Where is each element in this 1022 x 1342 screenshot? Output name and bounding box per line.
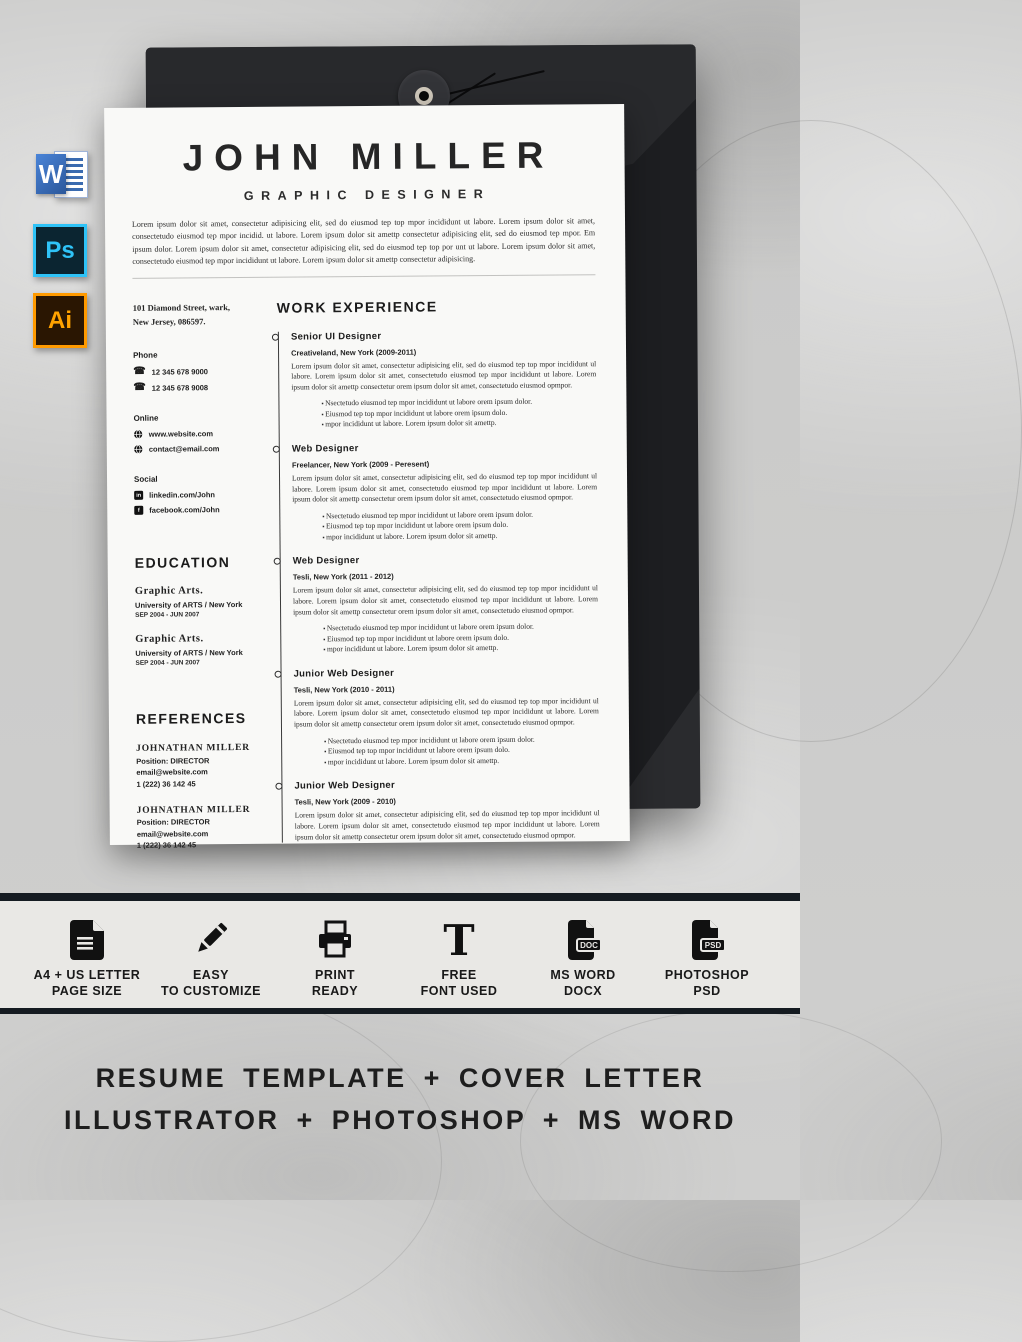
timeline-dot [273,446,280,453]
job-bullet-list [325,846,600,848]
education-list [135,585,264,667]
address [133,299,261,330]
social-list [134,490,262,515]
strip-bottom-bar [0,1008,800,1014]
address-line: New Jersey, 086597. [133,314,261,330]
feature-customize [152,901,270,1008]
job-bullet: ▪ Nsectetudo eiusmod tep mpor incididunt ut labore orem ipsum dolor. [323,622,598,635]
phone-section-label: Phone [133,350,261,360]
job-entry [294,778,599,842]
psd-file-icon [648,914,766,960]
job-description: Lorem ipsum dolor sit amet, consectetur adipisicing elit, sed do eiusmod tep top mpor incididunt ul labore. Lorem ipsum dolor sit amet, consectetudo eiusmod tep mpor incididunt ut labore. Lorem ipsum dolor sit amettp consectetur orem ipsum dolor sit amet, consectetudo eiusmod opmpor. [295,808,600,842]
job-bullet: ▪ Nsectetudo eiusmod tep mpor incididunt ut labore orem ipsum dolor. [324,734,599,747]
job-company-dates: Tesli, New York (2010 - 2011) [294,683,599,694]
phone-row [133,382,261,393]
education-school: University of ARTS / New York [135,600,263,610]
job-bullet-list [321,397,596,431]
feature-label: PHOTOSHOP PSD [648,967,766,1000]
phone-icon: ☎ [133,383,146,393]
reference-name: JOHNATHAN MILLER [137,805,265,816]
resume-summary: Lorem ipsum dolor sit amet, consectetur adipisicing elit, sed do eiusmod tep top mpor incididunt ut labore. Lorem ipsum dolor sit amet, consectetudo eiusmod tep mpor incidid. ut labore. Lorem ipsum dolor sit amettp consectetur adipisicing elit, sed do eiusmod tep mpor. Em ipsum dolor. Lorem ipsum dolor sit amet, consectetur adipisicing elit, sed do eiusmod tep top por unt ut labore. Lorem ipsum dolor sit amet, consectetudo eiusmod tep mpor incididunt ut labore. Lorem ipsum dolor sit amettp consectetur adipisicing. [132,215,595,268]
references-title: REFERENCES [136,710,264,727]
ms-word-app-icon [36,151,88,198]
online-section-label: Online [134,413,262,423]
feature-label: MS WORD DOCX [524,967,642,1000]
social-text: facebook.com/John [149,505,220,515]
resume-name: JOHN MILLER [131,134,594,180]
phone-number: 12 345 678 9000 [152,367,208,376]
job-company-dates: Creativeland, New York (2009-2011) [291,346,596,357]
job-bullet: ▪ Nsectetudo eiusmod tep mpor incididunt ut labore orem ipsum dolor. [322,509,597,522]
education-title: EDUCATION [135,554,263,571]
online-row [134,429,262,439]
job-title: Senior UI Designer [291,329,596,342]
education-entry [135,633,263,667]
social-text: linkedin.com/John [149,491,215,501]
job-title: Web Designer [292,441,597,454]
timeline-dot [275,671,282,678]
job-title: Junior Web Designer [294,666,599,679]
job-bullet: ▪ mpor incididunt ut labore. Lorem ipsum dolor sit amettp. [324,755,599,768]
work-experience-title: WORK EXPERIENCE [277,297,596,316]
job-bullet: ▪ Eiusmod tep top mpor incididunt ut labore orem ipsum dolo. [321,407,596,420]
education-entry [135,585,263,619]
job-company-dates: Tesli, New York (2011 - 2012) [293,571,598,582]
reference-phone: 1 (222) 36 142 45 [137,840,265,850]
pencil-icon [152,914,270,960]
reference-phone: 1 (222) 36 142 45 [136,779,264,789]
timeline-dot [275,783,282,790]
feature-label: FREE FONT USED [400,967,518,1000]
job-description: Lorem ipsum dolor sit amet, consectetur adipisicing elit, sed do eiusmod tep top mpor incididunt ul labore. Lorem ipsum dolor sit amet, consectetudo eiusmod tep mpor incididunt ut labore. Lorem ipsum dolor sit amettp consectetur orem ipsum dolor sit amet, consectetudo eiusmod opmpor. [293,584,598,618]
feature-label: PRINT READY [276,967,394,1000]
svg-text:PSD: PSD [705,941,722,950]
feature-print [276,901,394,1008]
education-degree: Graphic Arts. [135,585,263,597]
reference-position: Position: DIRECTOR [137,817,265,827]
job-bullet-list [324,734,599,768]
feature-photoshop [648,901,766,1008]
reference-entry [136,743,264,789]
work-experience-list [278,329,600,843]
education-dates: SEP 2004 - JUN 2007 [135,611,263,619]
address-line: 101 Diamond Street, wark, [133,299,261,315]
resume-right-column [277,297,600,856]
job-bullet: ▪ Eiusmod tep top mpor incididunt ut labore orem ipsum dolo. [324,744,599,757]
social-row [134,505,262,515]
job-company-dates: Tesli, New York (2009 - 2010) [295,795,600,806]
job-bullet: ▪ mpor incididunt ut labore. Lorem ipsum dolor sit amettp. [322,530,597,543]
job-entry [294,666,600,768]
job-entry [292,441,598,543]
job-bullet-list [323,622,598,656]
phone-list [133,366,261,393]
feature-strip [0,893,800,1014]
social-network-icon: in [134,491,143,500]
education-degree: Graphic Arts. [135,633,263,645]
job-bullet: ▪ mpor incididunt ut labore. Lorem ipsum dolor sit amettp. [322,418,597,431]
job-title: Web Designer [293,554,598,567]
resume-left-column [133,299,265,857]
education-dates: SEP 2004 - JUN 2007 [135,659,263,667]
doc-file-icon [524,914,642,960]
reference-position: Position: DIRECTOR [136,756,264,766]
job-company-dates: Freelancer, New York (2009 - Peresent) [292,458,597,469]
timeline-dot [272,333,279,340]
job-description: Lorem ipsum dolor sit amet, consectetur adipisicing elit, sed do eiusmod tep top mpor incididunt ul labore. Lorem ipsum dolor sit amet, consectetudo eiusmod tep mpor incididunt ut labore. Lorem ipsum dolor sit amettp consectetur orem ipsum dolor sit amet, consectetudo eiusmod opmpor. [294,696,599,730]
reference-entry [137,805,265,851]
education-school: University of ARTS / New York [135,648,263,658]
feature-msword [524,901,642,1008]
reference-email: email@website.com [137,829,265,839]
online-list [134,429,262,454]
job-entry [293,554,599,656]
online-text: www.website.com [149,430,213,440]
phone-icon: ☎ [133,367,146,377]
illustrator-app-icon: Ai [33,293,87,348]
reference-name: JOHNATHAN MILLER [136,743,264,754]
reference-email: email@website.com [136,767,264,777]
timeline-dot [274,558,281,565]
job-description: Lorem ipsum dolor sit amet, consectetur adipisicing elit, sed do eiusmod tep top mpor incididunt ul labore. Lorem ipsum dolor sit amet, consectetudo eiusmod tep mpor incididunt ut labore. Lorem ipsum dolor sit amettp consectetur orem ipsum dolor sit amet, consectetudo eiusmod opmpor. [292,471,597,505]
job-bullet: ▪ Eiusmod tep top mpor incididunt ut labore orem ipsum dolo. [322,520,597,533]
feature-font [400,901,518,1008]
promo-headline [0,1058,800,1142]
online-row [134,444,262,454]
marble-vein [0,980,442,1342]
job-title: Junior Web Designer [294,778,599,791]
promo-line-1: RESUME TEMPLATE + COVER LETTER [0,1058,800,1100]
strip-top-bar [0,893,800,901]
job-bullet: ▪ Eiusmod tep top mpor incididunt ut labore orem ipsum dolo. [323,632,598,645]
svg-text:DOC: DOC [580,941,598,950]
printer-icon [276,914,394,960]
phone-number: 12 345 678 9008 [152,383,208,392]
word-w-glyph: W [36,154,66,194]
resume-page [104,104,630,845]
social-network-icon: f [134,506,143,515]
feature-page-size [28,901,146,1008]
job-description: Lorem ipsum dolor sit amet, consectetur adipisicing elit, sed do eiusmod tep top mpor incididunt ul labore. Lorem ipsum dolor sit amet, consectetudo eiusmod tep mpor incididunt ut labore. Lorem ipsum dolor sit amettp consectetur orem ipsum dolor sit amet, consectetudo eiusmod opmpor. [291,359,596,393]
font-icon: T [400,914,518,960]
phone-row [133,366,261,377]
social-section-label: Social [134,474,262,484]
job-entry [291,329,597,431]
online-text: contact@email.com [149,444,220,454]
photoshop-app-icon: Ps [33,224,87,277]
promo-line-2: ILLUSTRATOR + PHOTOSHOP + MS WORD [0,1100,800,1142]
job-bullet-list [322,509,597,543]
job-bullet: ▪ mpor incididunt ut labore. Lorem ipsum dolor sit amettp. [323,643,598,656]
feature-label: A4 + US LETTER PAGE SIZE [28,967,146,1000]
feature-label: EASY TO CUSTOMIZE [152,967,270,1000]
references-list [136,743,265,850]
page-icon [28,914,146,960]
social-row [134,490,262,500]
globe-icon [134,445,143,454]
divider [132,274,595,279]
envelope-grommet [415,87,433,105]
resume-role: GRAPHIC DESIGNER [132,186,595,204]
job-bullet: ▪ Nsectetudo eiusmod tep mpor incididunt ut labore orem ipsum dolor. [321,397,596,410]
globe-icon [134,430,143,439]
